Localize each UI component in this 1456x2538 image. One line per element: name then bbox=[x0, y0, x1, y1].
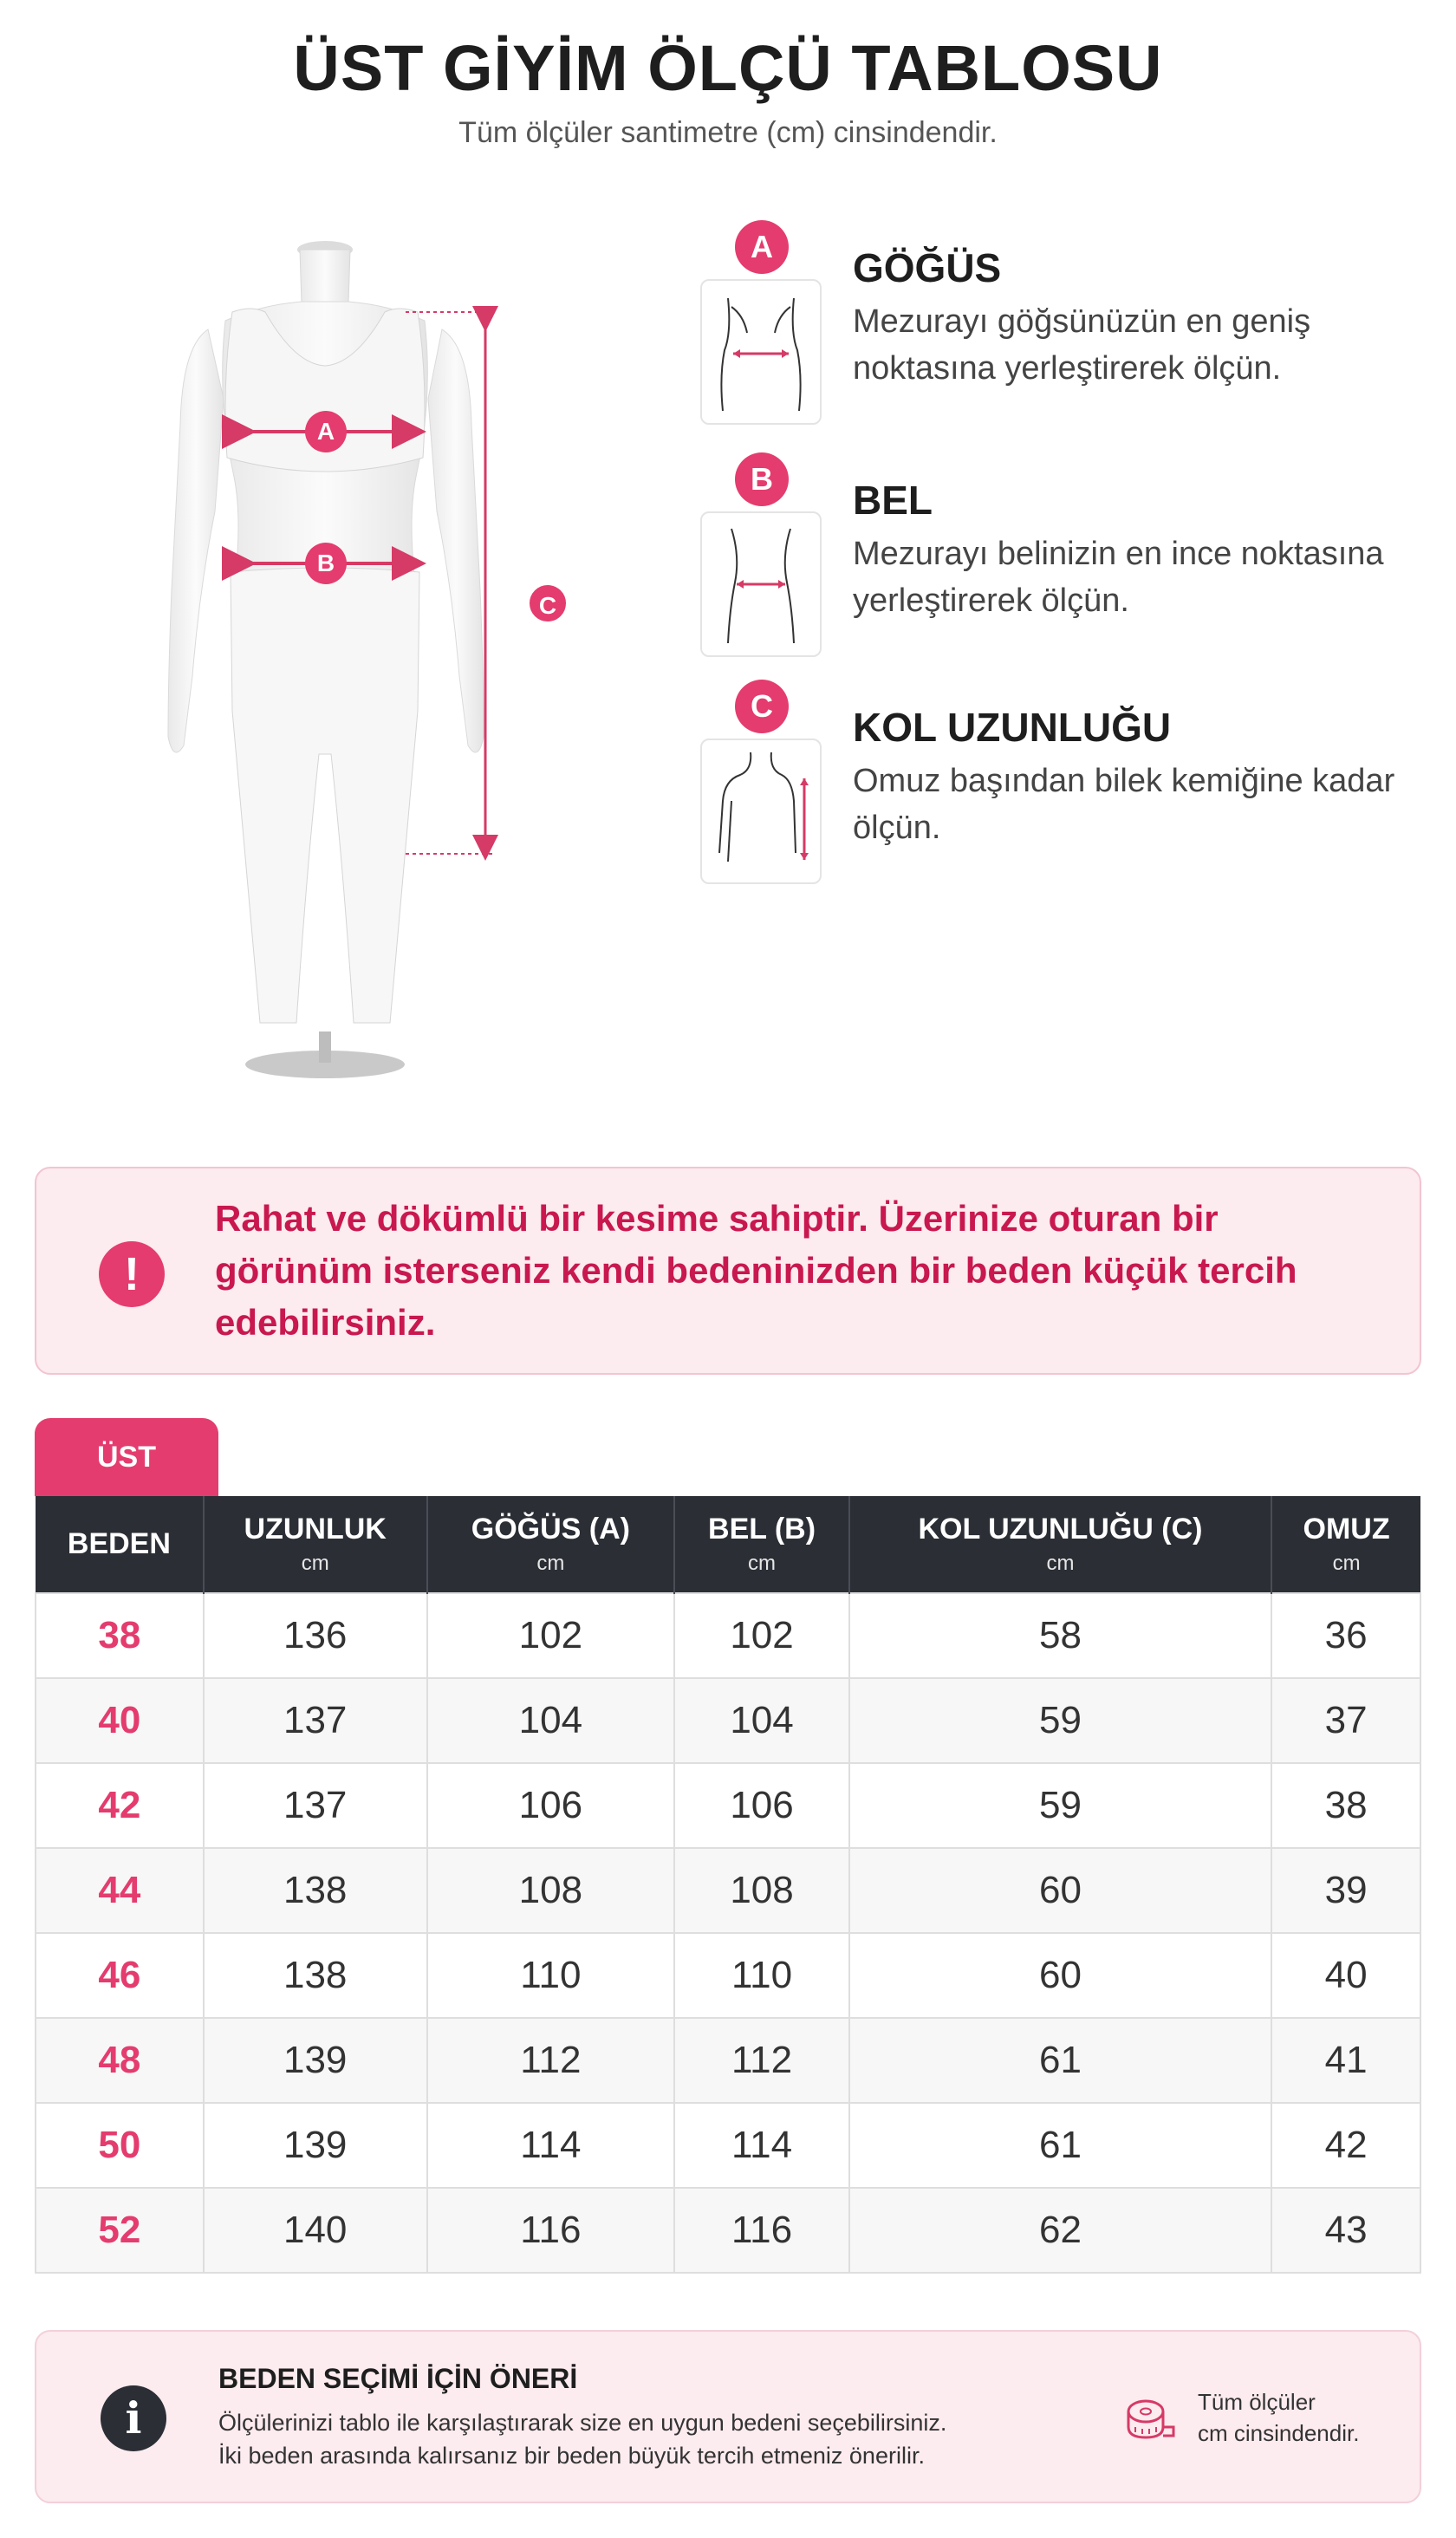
col-uzunluk: UZUNLUK cm bbox=[204, 1496, 427, 1593]
guide-badge-b: B bbox=[735, 452, 789, 506]
tip-line-1: Ölçülerinizi tablo ile karşılaştırarak size en uygun bedeni seçebilirsiniz. bbox=[218, 2410, 947, 2436]
table-row bbox=[36, 1593, 1420, 1678]
cell-value: 137 bbox=[204, 1678, 427, 1763]
col-gogus: GÖĞÜS (A) cm bbox=[427, 1496, 675, 1593]
table-row bbox=[36, 1848, 1420, 1933]
exclamation-icon: ! bbox=[99, 1241, 165, 1307]
table-row bbox=[36, 2188, 1420, 2273]
cell-value: 61 bbox=[849, 2018, 1271, 2103]
cell-value: 114 bbox=[427, 2103, 675, 2188]
cell-size: 44 bbox=[36, 1848, 204, 1933]
cell-value: 58 bbox=[849, 1593, 1271, 1678]
table-row bbox=[36, 2103, 1420, 2188]
cell-value: 41 bbox=[1271, 2018, 1420, 2103]
cell-value: 40 bbox=[1271, 1933, 1420, 2018]
cell-value: 108 bbox=[674, 1848, 849, 1933]
table-row bbox=[36, 1933, 1420, 2018]
cell-value: 136 bbox=[204, 1593, 427, 1678]
col-beden: BEDEN bbox=[36, 1496, 204, 1593]
cell-value: 61 bbox=[849, 2103, 1271, 2188]
cell-value: 139 bbox=[204, 2018, 427, 2103]
measuring-tape-icon bbox=[1123, 2392, 1175, 2444]
cell-size: 50 bbox=[36, 2103, 204, 2188]
cell-value: 37 bbox=[1271, 1678, 1420, 1763]
guide-title-sleeve: KOL UZUNLUĞU bbox=[853, 705, 1172, 750]
page-title: ÜST GİYİM ÖLÇÜ TABLOSU bbox=[293, 32, 1163, 104]
marker-a-badge: A bbox=[305, 411, 347, 452]
size-tip-box bbox=[35, 2330, 1421, 2503]
cell-value: 60 bbox=[849, 1933, 1271, 2018]
cell-value: 139 bbox=[204, 2103, 427, 2188]
guide-title-chest: GÖĞÜS bbox=[853, 245, 1002, 290]
cell-value: 42 bbox=[1271, 2103, 1420, 2188]
table-header-row bbox=[36, 1496, 1420, 1593]
guide-desc-sleeve: Omuz başından bilek kemiğine kadar ölçün. bbox=[853, 763, 1395, 846]
cell-value: 62 bbox=[849, 2188, 1271, 2273]
table-row bbox=[36, 1678, 1420, 1763]
guide-desc-chest: Mezurayı göğsünüzün en geniş noktasına yerleştirerek ölçün. bbox=[853, 303, 1311, 387]
cell-value: 112 bbox=[674, 2018, 849, 2103]
cell-size: 40 bbox=[36, 1678, 204, 1763]
cell-value: 137 bbox=[204, 1763, 427, 1848]
cell-value: 39 bbox=[1271, 1848, 1420, 1933]
guide-chest bbox=[700, 220, 1428, 420]
guide-badge-a: A bbox=[735, 220, 789, 274]
cell-value: 138 bbox=[204, 1848, 427, 1933]
marker-b-badge: B bbox=[305, 543, 347, 584]
guide-desc-waist: Mezurayı belinizin en ince noktasına yerleştirerek ölçün. bbox=[853, 536, 1384, 619]
cell-value: 36 bbox=[1271, 1593, 1420, 1678]
cell-value: 114 bbox=[674, 2103, 849, 2188]
page-subtitle: Tüm ölçüler santimetre (cm) cinsindendir. bbox=[458, 116, 998, 149]
waist-measure-icon bbox=[700, 511, 822, 657]
cell-value: 110 bbox=[427, 1933, 675, 2018]
cell-value: 43 bbox=[1271, 2188, 1420, 2273]
mannequin-figure bbox=[130, 225, 581, 1092]
cell-value: 102 bbox=[427, 1593, 675, 1678]
cell-value: 106 bbox=[674, 1763, 849, 1848]
cell-value: 104 bbox=[427, 1678, 675, 1763]
cell-value: 60 bbox=[849, 1848, 1271, 1933]
chest-measure-icon bbox=[700, 279, 822, 425]
fit-warning-box bbox=[35, 1167, 1421, 1375]
cell-value: 138 bbox=[204, 1933, 427, 2018]
cell-value: 59 bbox=[849, 1678, 1271, 1763]
cell-size: 46 bbox=[36, 1933, 204, 2018]
size-table bbox=[35, 1496, 1421, 2274]
fit-warning-text: Rahat ve dökümlü bir kesime sahiptir. Üzerinize oturan bir görünüm isterseniz kendi bedeninizden bir beden küçük tercih edebilirsiniz. bbox=[215, 1198, 1297, 1343]
cell-value: 140 bbox=[204, 2188, 427, 2273]
guide-sleeve bbox=[700, 680, 1428, 879]
cell-value: 102 bbox=[674, 1593, 849, 1678]
cell-value: 112 bbox=[427, 2018, 675, 2103]
cell-value: 108 bbox=[427, 1848, 675, 1933]
info-icon: i bbox=[101, 2385, 166, 2451]
cell-size: 48 bbox=[36, 2018, 204, 2103]
cell-value: 106 bbox=[427, 1763, 675, 1848]
guide-title-waist: BEL bbox=[853, 478, 933, 523]
col-omuz: OMUZ cm bbox=[1271, 1496, 1420, 1593]
tip-title: BEDEN SEÇİMİ İÇİN ÖNERİ bbox=[218, 2363, 578, 2394]
cell-value: 116 bbox=[427, 2188, 675, 2273]
cell-value: 59 bbox=[849, 1763, 1271, 1848]
cell-size: 38 bbox=[36, 1593, 204, 1678]
guide-badge-c: C bbox=[735, 680, 789, 733]
tab-ust[interactable]: ÜST bbox=[35, 1418, 218, 1496]
cell-value: 116 bbox=[674, 2188, 849, 2273]
col-kol-uzunlugu: KOL UZUNLUĞU (C) cm bbox=[849, 1496, 1271, 1593]
table-row bbox=[36, 1763, 1420, 1848]
marker-c-badge: C bbox=[527, 582, 569, 624]
table-row bbox=[36, 2018, 1420, 2103]
guide-waist bbox=[700, 452, 1428, 652]
cell-value: 110 bbox=[674, 1933, 849, 2018]
cell-size: 42 bbox=[36, 1763, 204, 1848]
tip-note-line-2: cm cinsindendir. bbox=[1198, 2420, 1360, 2446]
mannequin-illustration bbox=[130, 225, 581, 1092]
tip-line-2: İki beden arasında kalırsanız bir beden büyük tercih etmeniz önerilir. bbox=[218, 2443, 925, 2469]
cell-value: 38 bbox=[1271, 1763, 1420, 1848]
cell-value: 104 bbox=[674, 1678, 849, 1763]
tip-note-line-1: Tüm ölçüler bbox=[1198, 2389, 1316, 2415]
cell-size: 52 bbox=[36, 2188, 204, 2273]
sleeve-measure-icon bbox=[700, 739, 822, 884]
col-bel: BEL (B) cm bbox=[674, 1496, 849, 1593]
